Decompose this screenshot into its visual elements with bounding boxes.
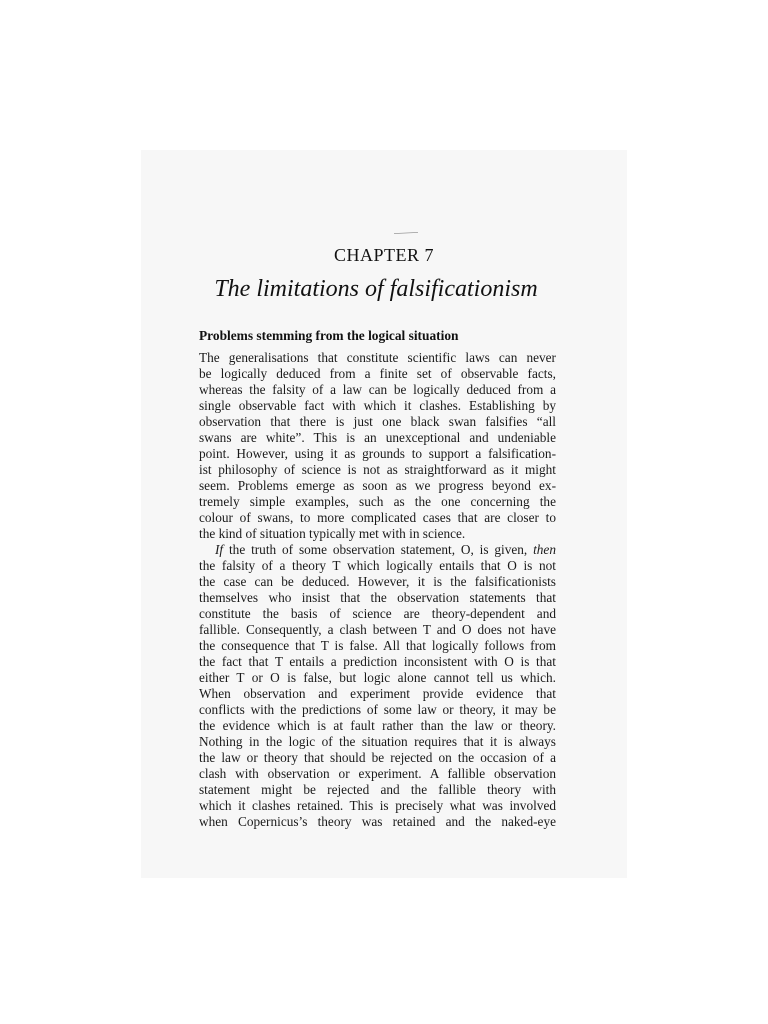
paragraph-1-line: tremely simple examples, such as the one concerning the xyxy=(199,494,556,509)
paragraph-2-line: either T or O is false, but logic alone cannot tell us which. xyxy=(199,670,556,685)
paragraph-1-line: swans are white”. This is an unexceptional and undeniable xyxy=(199,430,556,445)
scan-mark xyxy=(394,232,418,234)
paragraph-2-line: the evidence which is at fault rather than the law or theory. xyxy=(199,718,556,733)
paragraph-2-first-line-text: the truth of some observation statement, O, is given, xyxy=(223,542,534,557)
paragraph-2-line: Nothing in the logic of the situation requires that it is always xyxy=(199,734,556,749)
paragraph-2-line: when Copernicus’s theory was retained and the naked-eye xyxy=(199,814,556,829)
paragraph-2-line: statement might be rejected and the fallible theory with xyxy=(199,782,556,797)
paragraph-2-line: the law or theory that should be rejected on the occasion of a xyxy=(199,750,556,765)
paragraph-1-line: the kind of situation typically met with in science. xyxy=(199,526,466,541)
paragraph-2-line: fallible. Consequently, a clash between T and O does not have xyxy=(199,622,556,637)
paragraph-1-line: single observable fact with which it clashes. Establishing by xyxy=(199,398,556,413)
emphasis-if: If xyxy=(215,542,224,557)
paragraph-2-line: When observation and experiment provide evidence that xyxy=(199,686,556,701)
paragraph-1-line: ist philosophy of science is not as straightforward as it might xyxy=(199,462,556,477)
paragraph-2-line: which it clashes retained. This is precisely what was involved xyxy=(199,798,556,813)
paragraph-1-line: be logically deduced from a finite set of observable facts, xyxy=(199,366,556,381)
paragraph-2-line: the consequence that T is false. All that logically follows from xyxy=(199,638,556,653)
paragraph-2-first-line xyxy=(199,542,556,558)
paragraph-2-line: the fact that T entails a prediction inconsistent with O is that xyxy=(199,654,556,669)
emphasis-then: then xyxy=(533,542,556,557)
paragraph-2-line: clash with observation or experiment. A fallible observation xyxy=(199,766,556,781)
paragraph-2-line: the falsity of a theory T which logically entails that O is not xyxy=(199,558,556,573)
paragraph-2-line: the case can be deduced. However, it is the falsificationists xyxy=(199,574,556,589)
paragraph-1-line: whereas the falsity of a law can be logically deduced from a xyxy=(199,382,556,397)
section-heading: Problems stemming from the logical situation xyxy=(199,328,459,343)
paragraph-1-line: seem. Problems emerge as soon as we progress beyond ex- xyxy=(199,478,556,493)
paragraph-1-line: observation that there is just one black swan falsifies “all xyxy=(199,414,556,429)
chapter-label: CHAPTER 7 xyxy=(333,245,434,265)
paragraph-1-line: The generalisations that constitute scientific laws can never xyxy=(199,350,556,365)
paragraph-1-line: colour of swans, to more complicated cases that are closer to xyxy=(199,510,556,525)
paragraph-2-line: conflicts with the predictions of some law or theory, it may be xyxy=(199,702,556,717)
paragraph-1-line: point. However, using it as grounds to support a falsification- xyxy=(199,446,556,461)
chapter-title: The limitations of falsificationism xyxy=(214,276,538,302)
paragraph-2-line: constitute the basis of science are theory-dependent and xyxy=(199,606,556,621)
paragraph-2-line: themselves who insist that the observation statements that xyxy=(199,590,556,605)
